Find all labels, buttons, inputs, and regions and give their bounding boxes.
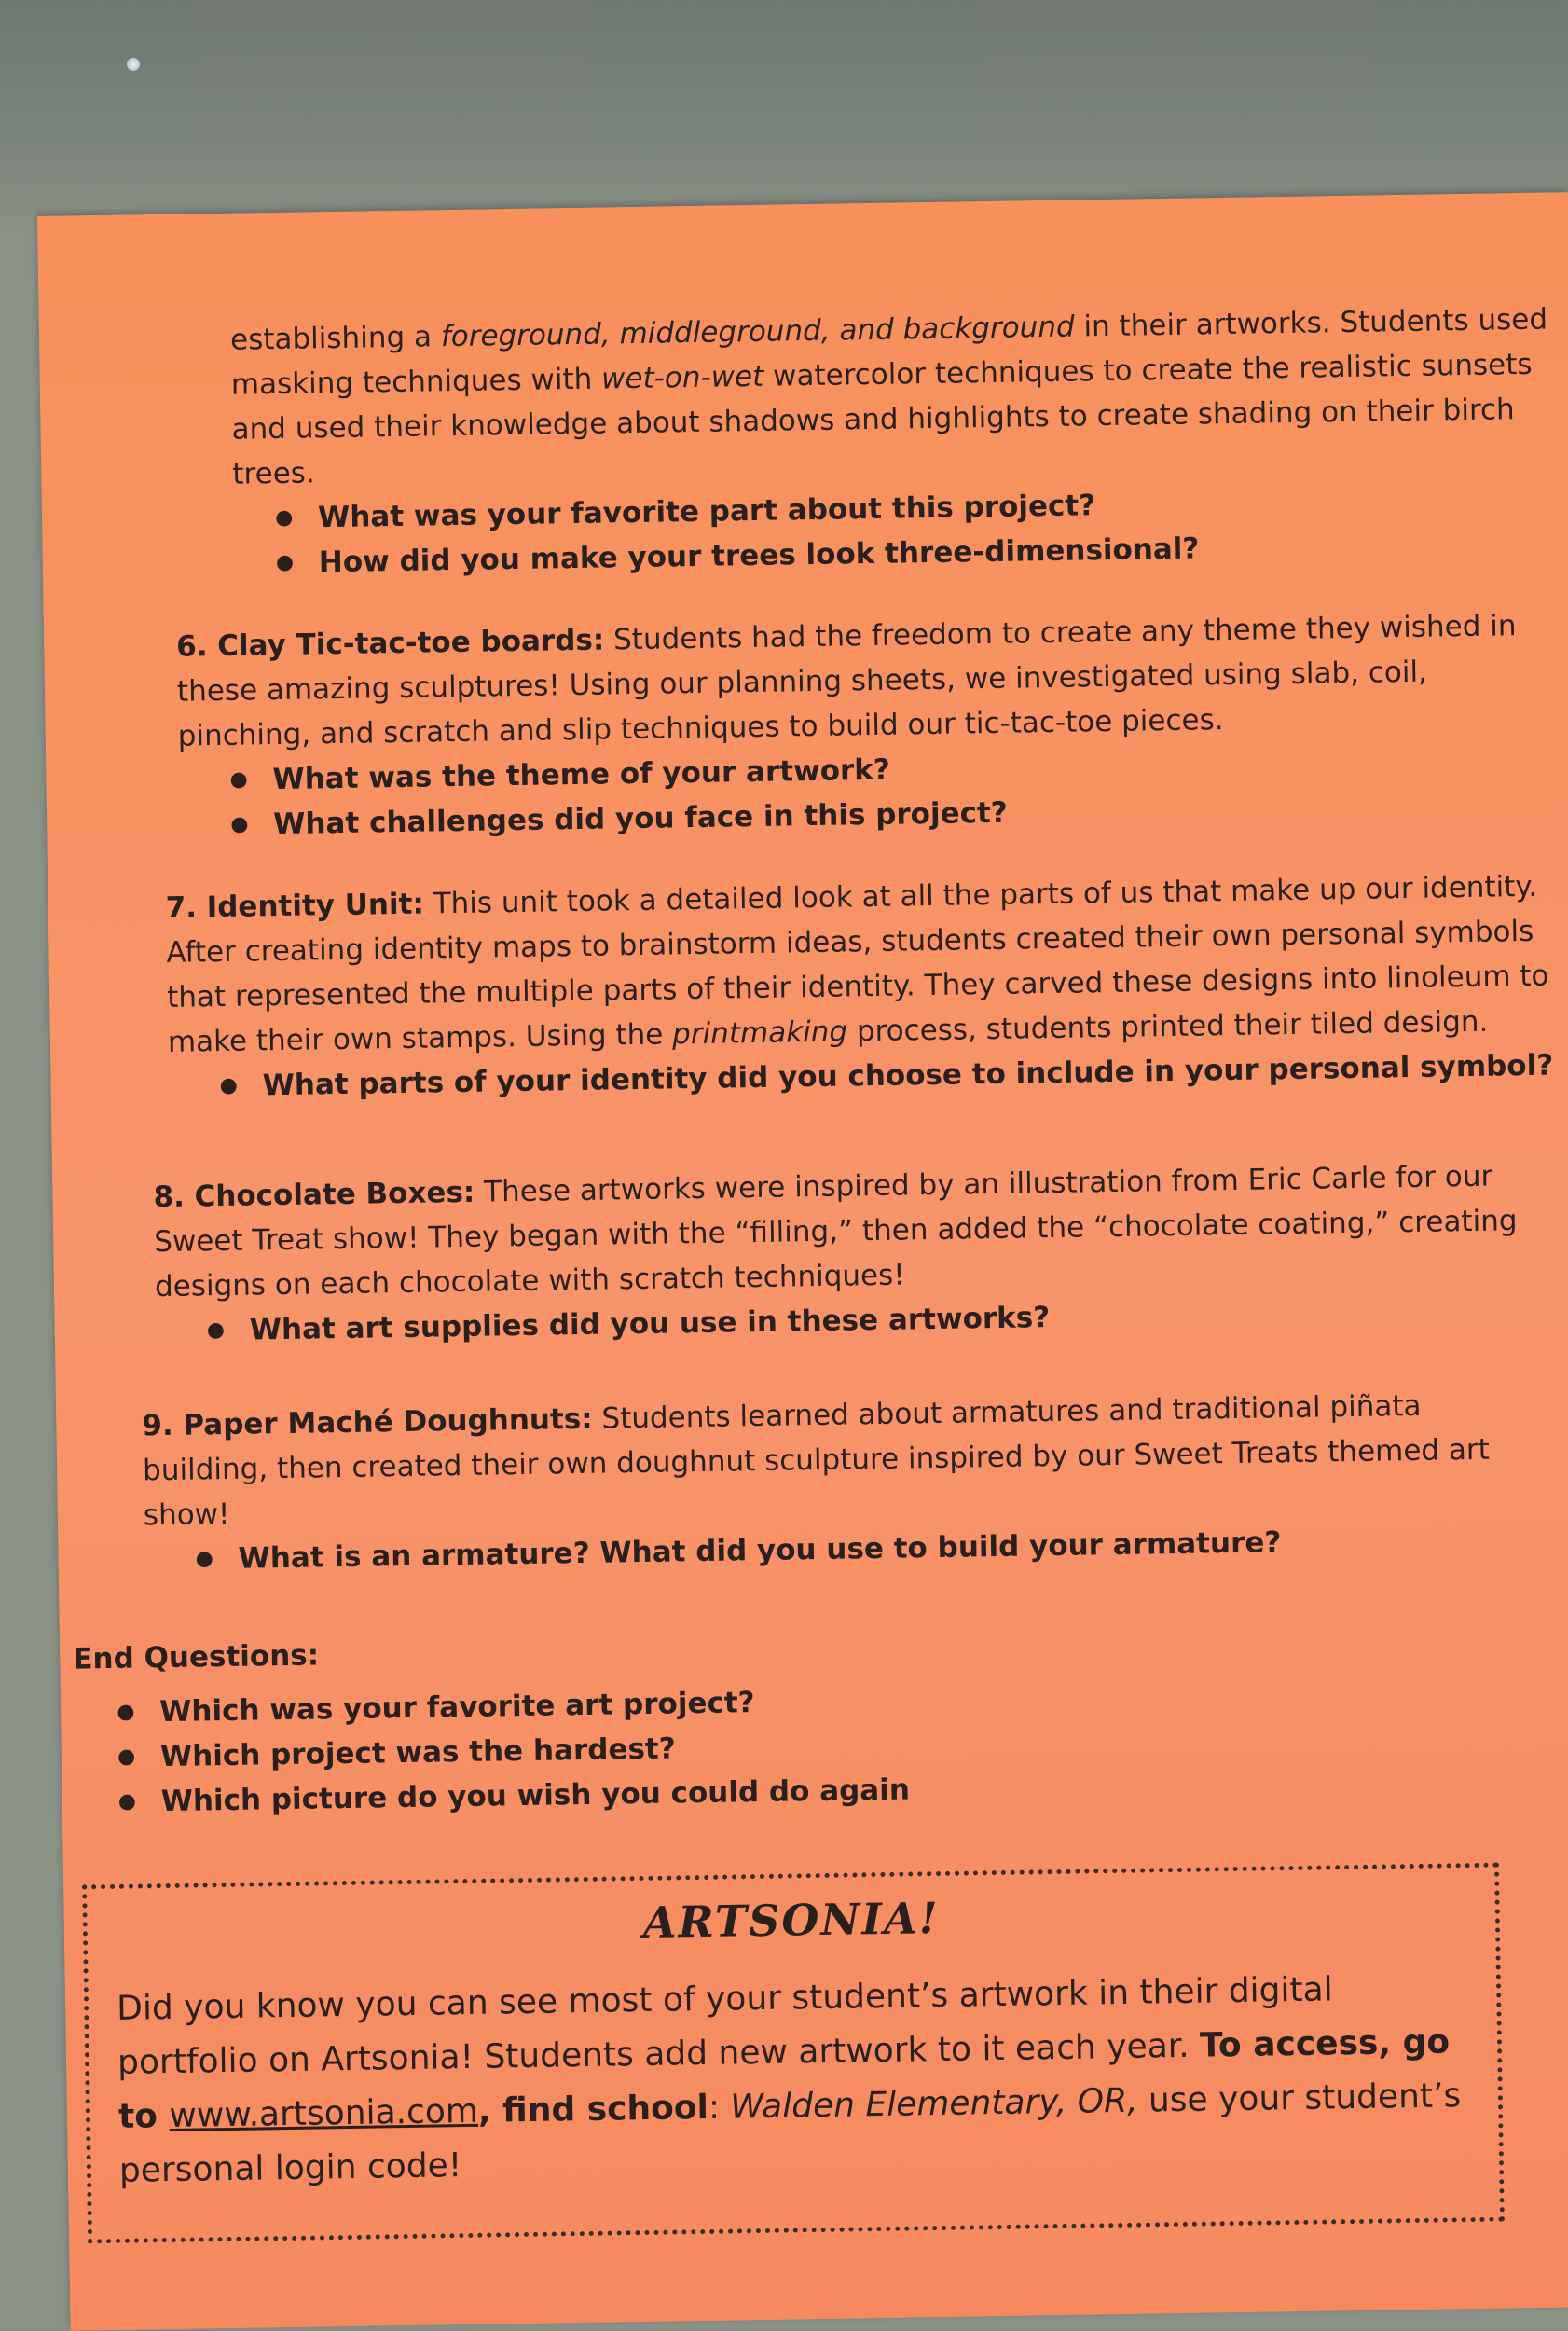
question-item: ● What art supplies did you use in these artworks? [206, 1288, 1554, 1354]
artsonia-school-name: Walden Elementary, OR, [730, 2081, 1138, 2127]
question-item: ● What is an armature? What did you use to build your armature? [195, 1516, 1543, 1582]
intro-text-3: watercolor techniques to create the realistic sunsets and used their knowledge about shadows and highlights to create shading on their birch trees. [231, 347, 1533, 491]
artsonia-text-2: use your student’s personal login code! [118, 2076, 1462, 2190]
item-body: These artworks were inspired by an illustration from Eric Carle for our Sweet Treat show! They began with the “filling,” then added the “chocolate coating,” creating designs on each chocolate with scratch techniques! [154, 1159, 1518, 1304]
handout-content [37, 192, 1568, 2190]
item-body: This unit took a detailed look at all the parts of us that make up our identity. After creating identity maps to brainstorm ideas, students created their own personal symbols that represented the multiple parts of their identity. They carved these designs into linoleum to make their own stamps. Using the [166, 869, 1549, 1059]
intro-text-1: establishing a [229, 320, 442, 357]
item-number: 7. [165, 890, 198, 925]
intro-emphasis-2: wet-on-wet [600, 359, 764, 396]
question-item: ● What parts of your identity did you choose to include in your personal symbol? [219, 1042, 1567, 1109]
question-item: ● What was your favorite part about this project? [275, 476, 1558, 541]
item-9 [142, 1382, 1543, 1583]
item-number: 8. [153, 1179, 186, 1215]
item-7 [165, 863, 1567, 1110]
item-title: Paper Maché Doughnuts: [183, 1401, 593, 1442]
pushpin [127, 58, 140, 71]
artsonia-text-1: Did you know you can see most of your student’s artwork in their digital portfolio on Artsonia! Students add new artwork to it each year. [116, 1970, 1333, 2082]
artsonia-body [117, 1961, 1480, 2199]
item-9-questions [195, 1516, 1543, 1582]
question-item: ● Which picture do you wish you could do again [117, 1768, 910, 1825]
item-title: Identity Unit: [206, 887, 425, 925]
item-6-questions [229, 737, 1559, 847]
artsonia-title: ARTSONIA! [642, 1893, 941, 1949]
item-body: Students learned about armatures and traditional piñata building, then created their own doughnut sculpture inspired by our Sweet Treats themed art show! [142, 1388, 1491, 1533]
artsonia-colon: : [708, 2088, 731, 2127]
orange-handout [37, 192, 1568, 2331]
artsonia-access: To access, go to [117, 2022, 1451, 2136]
end-questions-heading: End Questions: [73, 1638, 320, 1676]
item-body-end: process, students printed their tiled design. [846, 1004, 1489, 1049]
intro-emphasis-1: foreground, middleground, and background [440, 310, 1075, 354]
item-title: Clay Tic-tac-toe boards: [216, 623, 605, 664]
intro-paragraph [230, 297, 1558, 586]
question-item: ● What challenges did you face in this project? [230, 781, 1560, 847]
question-item: ● What was the theme of your artwork? [229, 737, 1559, 802]
artsonia-link[interactable]: www.artsonia.com [169, 2091, 479, 2136]
item-emphasis: printmaking [671, 1014, 848, 1052]
end-questions [117, 1678, 910, 1825]
intro-text-2: in their artworks. Students used masking techniques with [230, 302, 1548, 402]
item-6 [176, 602, 1560, 848]
artsonia-box [82, 1863, 1505, 2244]
question-item: ● How did you make your trees look three-dimensional? [275, 520, 1558, 586]
item-title: Chocolate Boxes: [194, 1175, 475, 1214]
item-number: 6. [175, 629, 208, 664]
artsonia-find-school: , find school [477, 2088, 709, 2131]
intro-questions [275, 476, 1558, 586]
item-number: 9. [142, 1408, 174, 1443]
item-body: Students had the freedom to create any theme they wished in these amazing sculptures! Using our planning sheets, we investigated using slab, coil, pinching, and scratch and slip techniques to build our tic-tac-toe pieces. [176, 609, 1517, 753]
item-8 [153, 1153, 1554, 1355]
question-item: ● Which was your favorite art project? [117, 1678, 909, 1735]
question-item: ● Which project was the hardest? [117, 1723, 910, 1780]
